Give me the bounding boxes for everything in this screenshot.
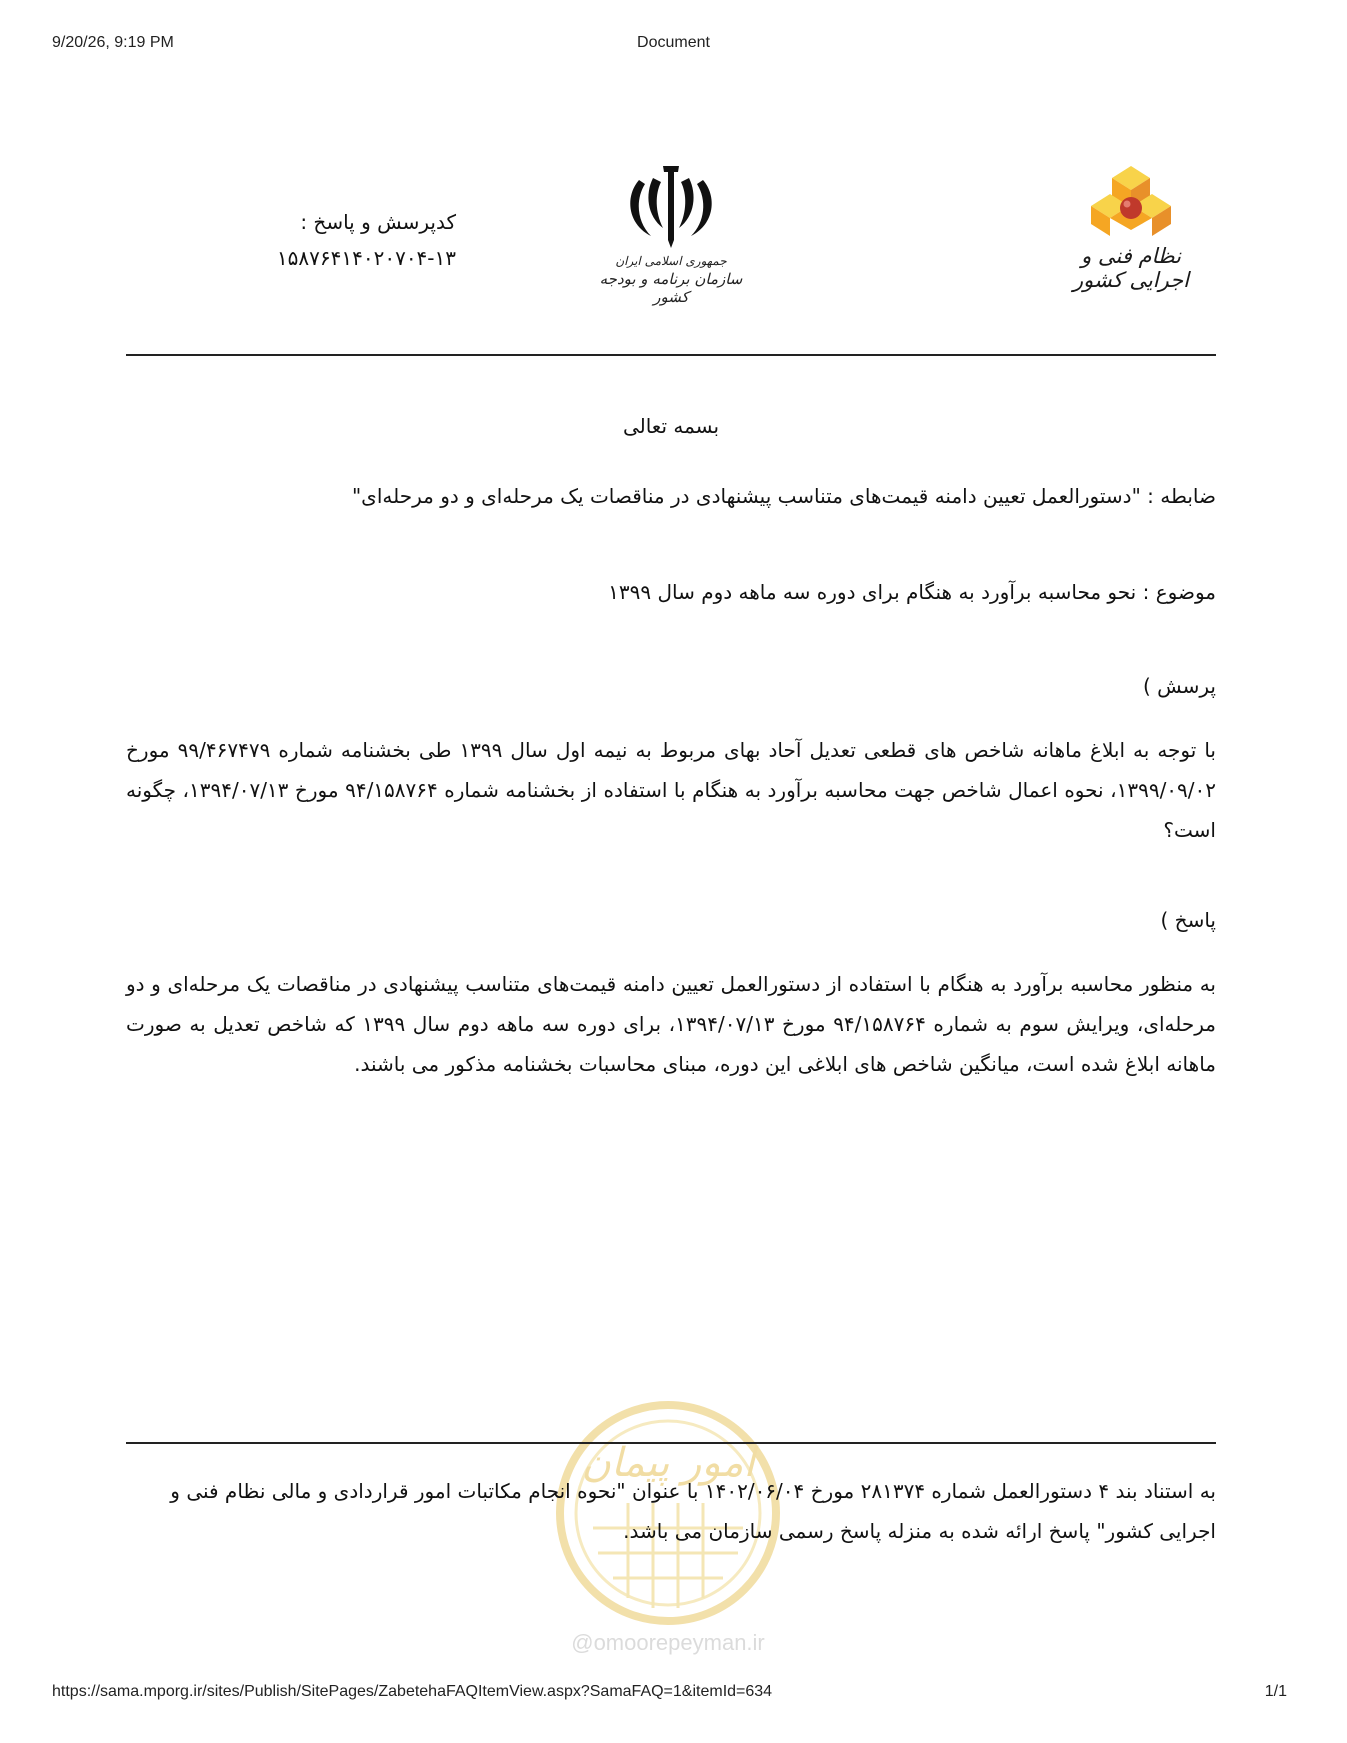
question-heading: پرسش ) — [1142, 674, 1216, 698]
iran-emblem — [596, 162, 746, 322]
qa-code-block — [226, 204, 456, 276]
emblem-caption-republic: جمهوری اسلامی ایران — [615, 254, 727, 268]
iran-emblem-icon — [623, 162, 719, 252]
qa-code-value: ۱۵۸۷۶۴۱۴۰۲۰۷۰۴-۱۳ — [276, 246, 456, 270]
watermark-brand: امور پیمان — [581, 1440, 755, 1486]
print-document-title: Document — [637, 34, 710, 51]
emblem-caption-organization: سازمان برنامه و بودجه کشور — [599, 270, 743, 306]
print-header — [0, 34, 1347, 58]
technical-system-logo — [1056, 164, 1206, 314]
watermark-site: @omoorepeyman.ir — [571, 1630, 765, 1655]
cube-logo-icon — [1084, 164, 1178, 240]
answer-text: به منظور محاسبه برآورد به هنگام با استفاده از دستورالعمل تعیین دامنه قیمت‌های متناسب پیشنهادی در مناقصات یک مرحله‌ای و دو مرحله‌ای، ویرایش سوم به شماره ۹۴/۱۵۸۷۶۴ مورخ ۱۳۹۴/۰۷/۱۳، برای دوره سه ماهه دوم سال ۱۳۹۹ که شاخص تعدیل به صورت ماهانه ابلاغ شده است، میانگین شاخص های ابلاغی این دوره، مبنای محاسبات بخشنامه مذکور می باشند. — [126, 972, 1216, 1076]
qa-code-label: کدپرسش و پاسخ : — [300, 210, 456, 234]
print-url: https://sama.mporg.ir/sites/Publish/SitePages/ZabetehaFAQItemView.aspx?SamaFAQ=1&itemId=634 — [52, 1683, 773, 1700]
letterhead — [126, 150, 1216, 330]
subject-line: موضوع : نحو محاسبه برآورد به هنگام برای دوره سه ماهه دوم سال ۱۳۹۹ — [608, 580, 1216, 604]
organization-name: نظام فنی و اجرایی کشور — [1073, 244, 1189, 292]
official-response-footnote: به استناد بند ۴ دستورالعمل شماره ۲۸۱۳۷۴ مورخ ۱۴۰۲/۰۶/۰۴ با عنوان "نحوه انجام مکاتبات امور قراردادی و مالی نظام فنی و اجرایی کشور" پاسخ ارائه شده به منزله پاسخ رسمی سازمان می باشد. — [170, 1479, 1216, 1543]
bismillah: بسمه تعالی — [622, 414, 720, 438]
answer-heading: پاسخ ) — [1160, 908, 1216, 932]
footer-divider — [126, 1442, 1216, 1444]
criterion-line: ضابطه : "دستورالعمل تعیین دامنه قیمت‌های متناسب پیشنهادی در مناقصات یک مرحله‌ای و دو مرحله‌ای" — [351, 484, 1216, 508]
header-divider — [126, 354, 1216, 356]
print-datetime: 9/20/26, 9:19 PM — [52, 34, 174, 51]
question-text: با توجه به ابلاغ ماهانه شاخص های قطعی تعدیل آحاد بهای مربوط به نیمه اول سال ۱۳۹۹ طی بخشنامه شماره ۹۹/۴۶۷۴۷۹ مورخ ۱۳۹۹/۰۹/۰۲، نحوه اعمال شاخص جهت محاسبه برآورد به هنگام با استفاده از بخشنامه شماره ۹۴/۱۵۸۷۶۴ مورخ ۱۳۹۴/۰۷/۱۳، چگونه است؟ — [126, 738, 1217, 842]
print-page-number: 1/1 — [1264, 1683, 1287, 1700]
